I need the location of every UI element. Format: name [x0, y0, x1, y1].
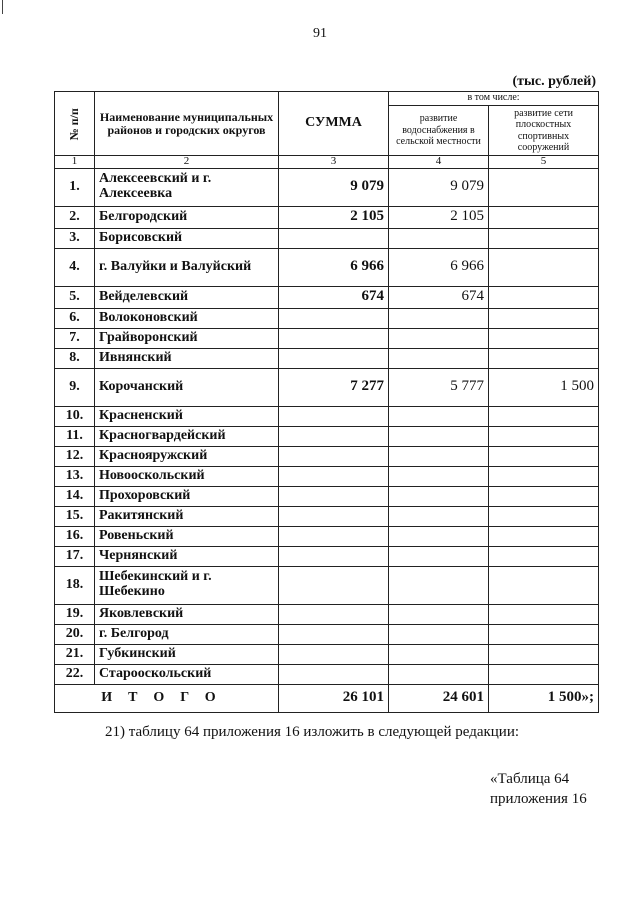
colnum-4: 4: [389, 156, 489, 169]
row-sum: [279, 228, 389, 248]
colnum-3: 3: [279, 156, 389, 169]
row-number: 6.: [55, 308, 95, 328]
row-sport: 1 500: [489, 368, 599, 406]
row-number: 15.: [55, 506, 95, 526]
table-row: [55, 664, 599, 684]
row-sport: [489, 546, 599, 566]
total-row: [55, 684, 599, 712]
row-number: 14.: [55, 486, 95, 506]
budget-table-body: [55, 92, 599, 713]
row-name: Белгородский: [95, 206, 279, 228]
row-sport: [489, 466, 599, 486]
header-sport: развитие сети плоскостных спортивных сооружений: [489, 106, 599, 156]
row-sum: [279, 604, 389, 624]
row-sum: [279, 664, 389, 684]
row-water: 6 966: [389, 248, 489, 286]
table-caption-line1: «Таблица 64: [490, 771, 570, 787]
row-name: Грайворонский: [95, 328, 279, 348]
colnum-2: 2: [95, 156, 279, 169]
column-number-row: [55, 156, 599, 169]
row-name: Прохоровский: [95, 486, 279, 506]
row-name: Старооскольский: [95, 664, 279, 684]
table-row: [55, 368, 599, 406]
row-sum: [279, 486, 389, 506]
row-sum: [279, 328, 389, 348]
total-sport: 1 500»;: [489, 684, 599, 712]
units-label: (тыс. рублей): [512, 74, 596, 89]
row-sum: [279, 624, 389, 644]
row-sport: [489, 486, 599, 506]
table-row: [55, 506, 599, 526]
row-name: г. Белгород: [95, 624, 279, 644]
table-row: [55, 486, 599, 506]
row-number: 20.: [55, 624, 95, 644]
table-row: [55, 308, 599, 328]
row-sum: [279, 506, 389, 526]
row-number: 16.: [55, 526, 95, 546]
row-name: Вейделевский: [95, 286, 279, 308]
row-sport: [489, 526, 599, 546]
row-sum: 674: [279, 286, 389, 308]
row-number: 5.: [55, 286, 95, 308]
row-water: 5 777: [389, 368, 489, 406]
row-name: Чернянский: [95, 546, 279, 566]
row-water: [389, 228, 489, 248]
row-water: 2 105: [389, 206, 489, 228]
row-sum: [279, 426, 389, 446]
row-sport: [489, 348, 599, 368]
row-sum: [279, 308, 389, 328]
amendment-paragraph: 21) таблицу 64 приложения 16 изложить в следующей редакции:: [105, 724, 520, 740]
row-sum: [279, 446, 389, 466]
row-water: [389, 446, 489, 466]
row-water: [389, 644, 489, 664]
header-name: Наименование муниципальных районов и городских округов: [95, 92, 279, 156]
header-row-top: [55, 92, 599, 106]
row-sum: [279, 466, 389, 486]
total-water: 24 601: [389, 684, 489, 712]
row-number: 2.: [55, 206, 95, 228]
row-water: [389, 466, 489, 486]
row-sport: [489, 206, 599, 228]
table-row: [55, 446, 599, 466]
row-water: [389, 566, 489, 604]
table-caption-line2: приложения 16: [490, 790, 587, 807]
row-number: 21.: [55, 644, 95, 664]
colnum-1: 1: [55, 156, 95, 169]
row-sum: [279, 406, 389, 426]
row-sum: 6 966: [279, 248, 389, 286]
row-water: [389, 506, 489, 526]
row-water: [389, 406, 489, 426]
row-name: Новооскольский: [95, 466, 279, 486]
table-row: [55, 546, 599, 566]
table-row: [55, 248, 599, 286]
row-sport: [489, 644, 599, 664]
margin-mark: [2, 0, 3, 14]
row-name: Ивнянский: [95, 348, 279, 368]
row-sport: [489, 286, 599, 308]
header-including: в том числе:: [389, 92, 599, 106]
row-sum: 7 277: [279, 368, 389, 406]
row-water: [389, 426, 489, 446]
table-caption: [490, 770, 587, 809]
table-row: [55, 328, 599, 348]
table-row: [55, 406, 599, 426]
row-water: [389, 526, 489, 546]
row-name: Ровеньский: [95, 526, 279, 546]
header-num: [55, 92, 95, 156]
row-number: 13.: [55, 466, 95, 486]
row-sum: [279, 566, 389, 604]
row-sport: [489, 308, 599, 328]
row-sport: [489, 328, 599, 348]
row-sum: [279, 348, 389, 368]
row-water: [389, 604, 489, 624]
total-label: ИТОГО: [55, 684, 279, 712]
row-sport: [489, 566, 599, 604]
row-number: 8.: [55, 348, 95, 368]
row-water: [389, 486, 489, 506]
row-sum: 9 079: [279, 168, 389, 206]
table-row: [55, 526, 599, 546]
row-water: [389, 328, 489, 348]
row-water: [389, 664, 489, 684]
row-name: Красненский: [95, 406, 279, 426]
row-sport: [489, 506, 599, 526]
row-number: 22.: [55, 664, 95, 684]
row-water: [389, 624, 489, 644]
row-number: 11.: [55, 426, 95, 446]
colnum-5: 5: [489, 156, 599, 169]
row-number: 10.: [55, 406, 95, 426]
row-number: 7.: [55, 328, 95, 348]
row-sport: [489, 604, 599, 624]
row-sport: [489, 168, 599, 206]
row-sport: [489, 248, 599, 286]
row-sport: [489, 406, 599, 426]
row-water: 674: [389, 286, 489, 308]
table-row: [55, 566, 599, 604]
row-water: [389, 308, 489, 328]
row-name: Губкинский: [95, 644, 279, 664]
row-name: Корочанский: [95, 368, 279, 406]
row-sum: 2 105: [279, 206, 389, 228]
row-sport: [489, 228, 599, 248]
budget-table: [54, 91, 599, 713]
table-row: [55, 168, 599, 206]
row-number: 18.: [55, 566, 95, 604]
row-name: Краснояружский: [95, 446, 279, 466]
table-row: [55, 466, 599, 486]
row-sum: [279, 644, 389, 664]
header-sum: СУММА: [279, 92, 389, 156]
table-row: [55, 644, 599, 664]
row-sport: [489, 624, 599, 644]
row-number: 17.: [55, 546, 95, 566]
row-sport: [489, 426, 599, 446]
table-row: [55, 426, 599, 446]
row-name: Яковлевский: [95, 604, 279, 624]
table-row: [55, 624, 599, 644]
row-number: 1.: [55, 168, 95, 206]
row-name: Ракитянский: [95, 506, 279, 526]
table-row: [55, 604, 599, 624]
row-name: Волоконовский: [95, 308, 279, 328]
row-number: 9.: [55, 368, 95, 406]
row-number: 12.: [55, 446, 95, 466]
row-name: Борисовский: [95, 228, 279, 248]
row-number: 19.: [55, 604, 95, 624]
row-sum: [279, 546, 389, 566]
row-sum: [279, 526, 389, 546]
row-water: [389, 348, 489, 368]
row-name: Алексеевский и г. Алексеевка: [95, 168, 279, 206]
table-row: [55, 206, 599, 228]
row-water: 9 079: [389, 168, 489, 206]
row-sport: [489, 664, 599, 684]
row-number: 4.: [55, 248, 95, 286]
header-num-text: № п/п: [67, 107, 82, 141]
table-row: [55, 348, 599, 368]
row-name: г. Валуйки и Валуйский: [95, 248, 279, 286]
table-row: [55, 228, 599, 248]
row-water: [389, 546, 489, 566]
table-row: [55, 286, 599, 308]
page-number: 91: [313, 26, 327, 41]
total-sum: 26 101: [279, 684, 389, 712]
row-sport: [489, 446, 599, 466]
row-name: Красногвардейский: [95, 426, 279, 446]
row-number: 3.: [55, 228, 95, 248]
row-name: Шебекинский и г. Шебекино: [95, 566, 279, 604]
header-water: развитие водоснабжения в сельской местности: [389, 106, 489, 156]
